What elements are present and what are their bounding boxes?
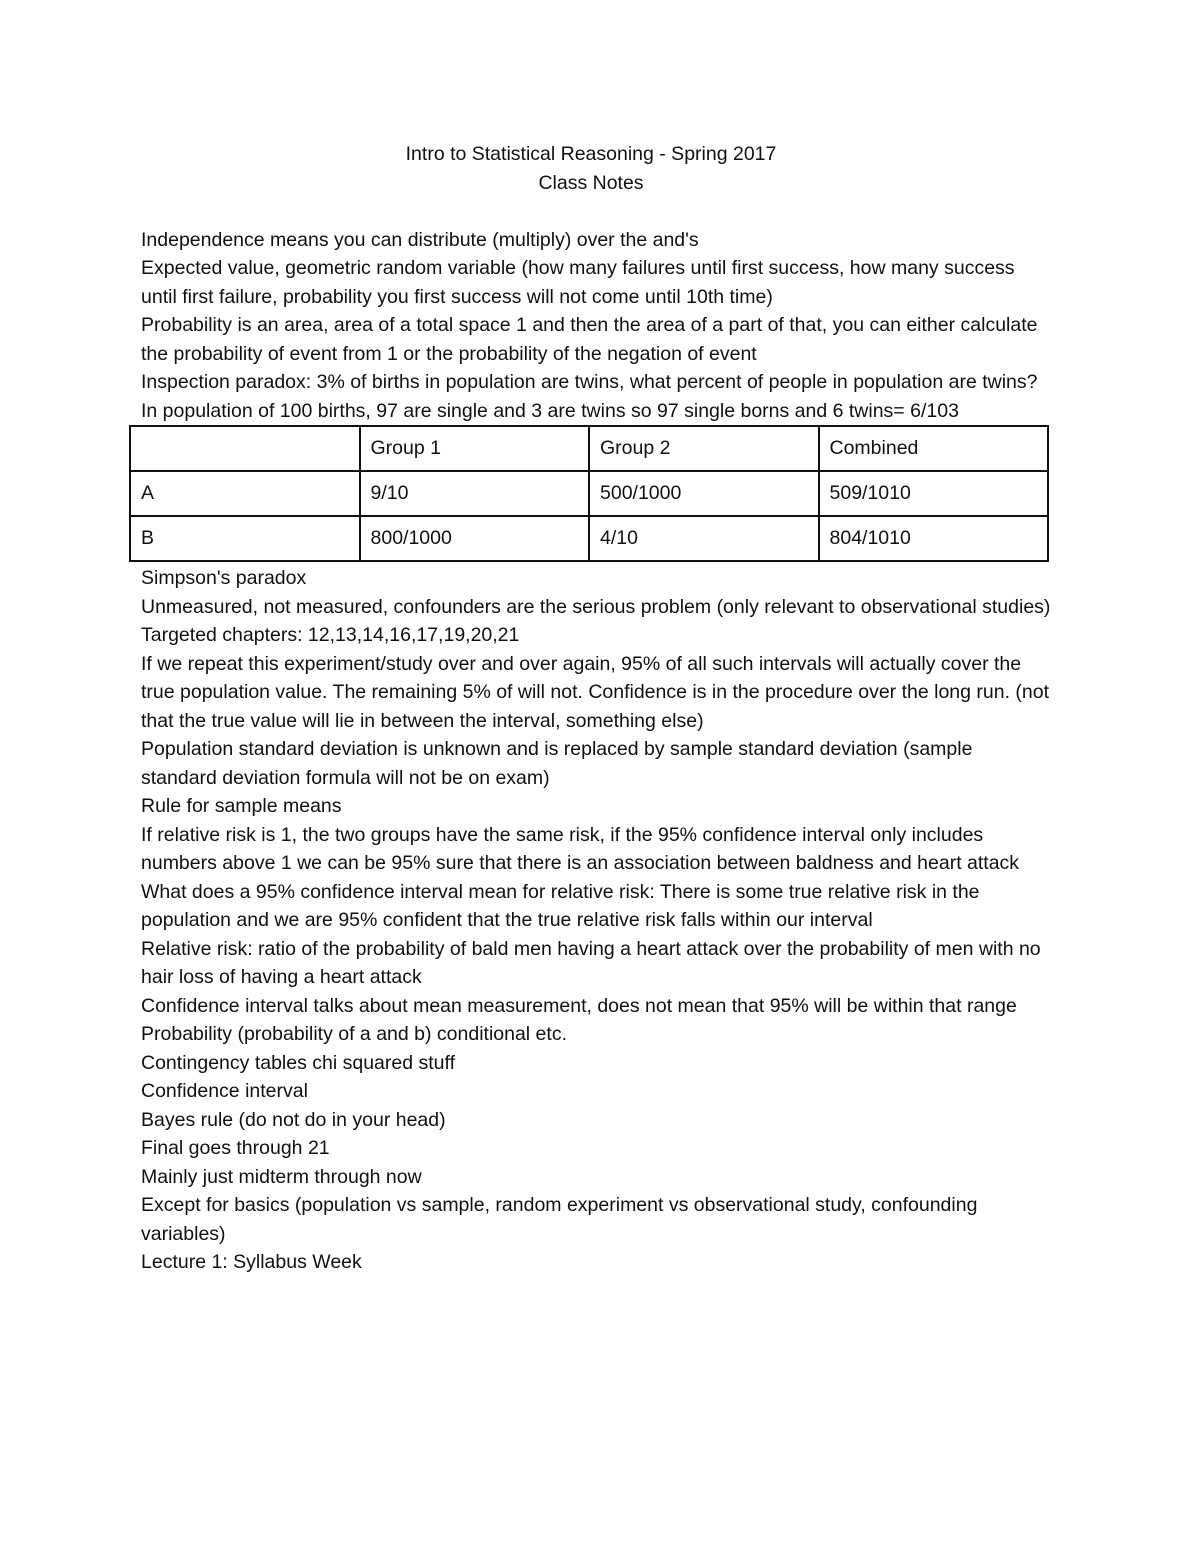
table-header-row bbox=[130, 426, 1048, 471]
note-paragraph: Probability is an area, area of a total space 1 and then the area of a part of that, you can either calculate the probability of event from 1 or the probability of the negation of event bbox=[141, 314, 1038, 365]
note-paragraph: Final goes through 21 bbox=[141, 1137, 330, 1159]
note-paragraph: Expected value, geometric random variable (how many failures until first success, how many success until first failure, probability you first success will not come until 10th time) bbox=[141, 257, 1015, 308]
note-paragraph: Rule for sample means bbox=[141, 795, 342, 817]
table-header-cell bbox=[130, 426, 360, 471]
note-paragraph: Targeted chapters: 12,13,14,16,17,19,20,21 bbox=[141, 624, 520, 646]
note-paragraph: Confidence interval bbox=[141, 1080, 308, 1102]
table-row bbox=[130, 516, 1048, 561]
note-paragraph: If relative risk is 1, the two groups have the same risk, if the 95% confidence interval only includes numbers above 1 we can be 95% sure that there is an association between baldness and heart attack bbox=[141, 823, 1020, 874]
note-paragraph: Population standard deviation is unknown and is replaced by sample standard deviation (sample standard deviation formula will not be on exam) bbox=[141, 738, 973, 789]
note-paragraph: If we repeat this experiment/study over and over again, 95% of all such intervals will actually cover the true population value. The remaining 5% of will not. Confidence is in the procedure over the long run. (not that the true value will lie in between the interval, something else) bbox=[141, 652, 1050, 732]
simpsons-paradox-table bbox=[129, 425, 1049, 562]
note-paragraph: Confidence interval talks about mean measurement, does not mean that 95% will be within that range bbox=[141, 994, 1017, 1017]
blank-line bbox=[141, 197, 1053, 226]
table-header-cell: Group 2 bbox=[589, 426, 819, 471]
document-subtitle: Class Notes bbox=[538, 171, 644, 194]
note-paragraph: Simpson's paradox bbox=[141, 567, 307, 589]
table-cell: 500/1000 bbox=[589, 471, 819, 516]
note-paragraph: Mainly just midterm through now bbox=[141, 1165, 422, 1188]
note-paragraph: What does a 95% confidence interval mean for relative risk: There is some true relative risk in the population and we are 95% confident that the true relative risk falls within our interval bbox=[141, 880, 980, 931]
table-header-cell: Group 1 bbox=[360, 426, 590, 471]
table-row bbox=[130, 471, 1048, 516]
note-paragraph: Unmeasured, not measured, confounders are the serious problem (only relevant to observational studies) bbox=[141, 595, 1051, 618]
note-paragraph: Relative risk: ratio of the probability of bald men having a heart attack over the probability of men with no hair loss of having a heart attack bbox=[141, 937, 1041, 988]
table-cell: 509/1010 bbox=[819, 471, 1049, 516]
table-cell: 800/1000 bbox=[360, 516, 590, 561]
note-paragraph: Independence means you can distribute (multiply) over the and's bbox=[141, 228, 699, 251]
table-cell: A bbox=[130, 471, 360, 516]
note-paragraph: Inspection paradox: 3% of births in population are twins, what percent of people in population are twins? In population of 100 births, 97 are single and 3 are twins so 97 single borns and 6 twins= 6/103 bbox=[141, 371, 1038, 422]
note-paragraph: Lecture 1: Syllabus Week bbox=[141, 1251, 362, 1273]
table-header-cell: Combined bbox=[819, 426, 1049, 471]
table-cell: B bbox=[130, 516, 360, 561]
note-paragraph: Probability (probability of a and b) conditional etc. bbox=[141, 1023, 567, 1045]
table-cell: 9/10 bbox=[360, 471, 590, 516]
note-paragraph: Except for basics (population vs sample, random experiment vs observational study, confounding variables) bbox=[141, 1194, 978, 1245]
table-cell: 4/10 bbox=[589, 516, 819, 561]
table-cell: 804/1010 bbox=[819, 516, 1049, 561]
note-paragraph: Bayes rule (do not do in your head) bbox=[141, 1108, 446, 1131]
document-title: Intro to Statistical Reasoning - Spring 2017 bbox=[405, 143, 777, 165]
note-paragraph: Contingency tables chi squared stuff bbox=[141, 1051, 455, 1074]
document-body bbox=[141, 140, 1053, 1277]
